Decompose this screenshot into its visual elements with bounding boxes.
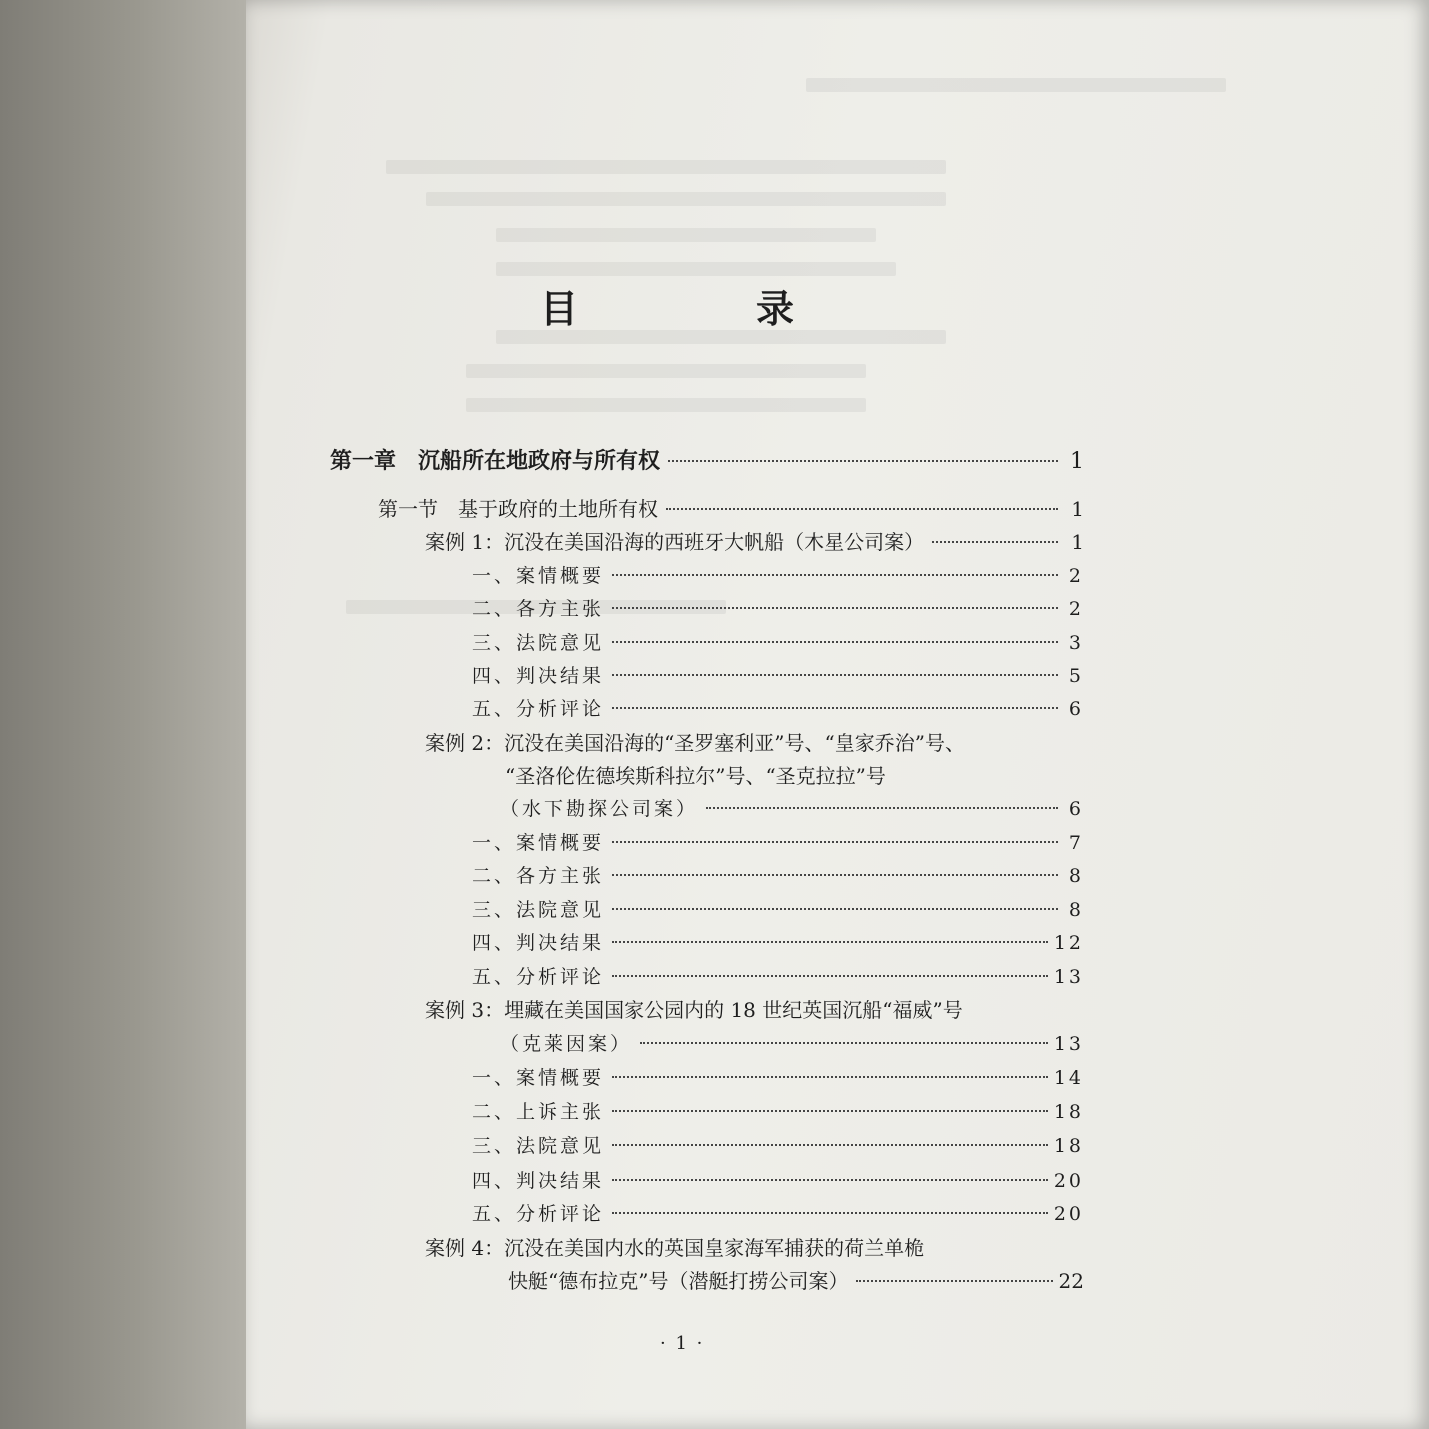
- toc-entry-sub[interactable]: [472, 561, 1084, 591]
- toc-entry-page: 1: [1071, 497, 1084, 521]
- toc-entry-page: 3: [1068, 632, 1084, 654]
- toc-entry-label: 五、分析评论: [472, 1203, 605, 1225]
- toc-entry-sub[interactable]: [472, 628, 1084, 658]
- leader-dots: [612, 1144, 1048, 1146]
- toc-entry-section-1[interactable]: [378, 494, 1084, 524]
- show-through-text: [496, 228, 876, 242]
- leader-dots: [640, 1042, 1048, 1044]
- leader-dots: [612, 641, 1058, 643]
- toc-entry-page: 13: [1053, 1033, 1084, 1055]
- toc-entry-page: 1: [1070, 449, 1084, 474]
- leader-dots: [612, 941, 1048, 943]
- toc-entry-label: 第一节 基于政府的土地所有权: [378, 497, 658, 521]
- toc-entry-page: 20: [1053, 1203, 1084, 1225]
- show-through-text: [496, 330, 946, 344]
- leader-dots: [612, 1212, 1048, 1214]
- show-through-text: [466, 364, 866, 378]
- leader-dots: [668, 460, 1058, 462]
- toc-entry-page: 8: [1068, 899, 1084, 921]
- toc-entry-page: 7: [1068, 832, 1084, 854]
- toc-entry-page: 12: [1053, 932, 1084, 954]
- toc-entry-label: 四、判决结果: [472, 665, 605, 687]
- toc-entry-case-3-continued[interactable]: [500, 1029, 1084, 1059]
- toc-entry-case-4-continued[interactable]: [508, 1266, 1084, 1296]
- toc-entry-sub[interactable]: [472, 661, 1084, 691]
- toc-entry-label: 案例 1：沉没在美国沿海的西班牙大帆船（木星公司案）: [425, 530, 925, 554]
- leader-dots: [612, 707, 1058, 709]
- toc-entry-label: 案例 3：埋藏在美国国家公园内的 18 世纪英国沉船“福威”号: [425, 998, 963, 1022]
- toc-entry-label: 一、案情概要: [472, 1067, 605, 1089]
- toc-entry-sub[interactable]: [472, 1097, 1084, 1127]
- leader-dots: [666, 508, 1058, 510]
- leader-dots: [706, 807, 1058, 809]
- toc-entry-label: 四、判决结果: [472, 932, 605, 954]
- toc-entry-sub[interactable]: [472, 895, 1084, 925]
- toc-entry-sub[interactable]: [472, 1063, 1084, 1093]
- toc-entry-case-2-continued[interactable]: [500, 794, 1084, 824]
- toc-entry-page: 2: [1068, 565, 1084, 587]
- toc-entry-page: 14: [1053, 1067, 1084, 1089]
- toc-entry-label: （水下勘探公司案）: [500, 798, 699, 820]
- toc-entry-sub[interactable]: [472, 694, 1084, 724]
- leader-dots: [932, 541, 1058, 543]
- toc-entry-label: 案例 2：沉没在美国沿海的“圣罗塞利亚”号、“皇家乔治”号、: [425, 731, 965, 755]
- leader-dots: [612, 874, 1058, 876]
- toc-entry-label: 一、案情概要: [472, 832, 605, 854]
- show-through-text: [386, 160, 946, 174]
- toc-entry-label: 二、各方主张: [472, 598, 605, 620]
- leader-dots: [612, 607, 1058, 609]
- toc-entry-label: 五、分析评论: [472, 698, 605, 720]
- toc-entry-label: 四、判决结果: [472, 1170, 605, 1192]
- toc-entry-page: 2: [1068, 598, 1084, 620]
- toc-entry-label: 二、上诉主张: [472, 1101, 605, 1123]
- toc-entry-sub[interactable]: [472, 828, 1084, 858]
- toc-entry-label: “圣洛伦佐德埃斯科拉尔”号、“圣克拉拉”号: [505, 764, 886, 788]
- leader-dots: [612, 1110, 1048, 1112]
- toc-entry-sub[interactable]: [472, 1131, 1084, 1161]
- toc-entry-sub[interactable]: [472, 1199, 1084, 1229]
- toc-entry-sub[interactable]: [472, 594, 1084, 624]
- toc-entry-page: 6: [1068, 698, 1084, 720]
- toc-entry-label: （克莱因案）: [500, 1033, 633, 1055]
- toc-entry-page: 22: [1058, 1269, 1084, 1293]
- toc-entry-case-4[interactable]: [425, 1233, 924, 1263]
- toc-entry-page: 18: [1053, 1101, 1084, 1123]
- leader-dots: [612, 841, 1058, 843]
- show-through-text: [496, 262, 896, 276]
- show-through-text: [806, 78, 1226, 92]
- leader-dots: [612, 574, 1058, 576]
- toc-entry-label: 第一章 沉船所在地政府与所有权: [330, 448, 661, 474]
- book-spine-shadow: [0, 0, 250, 1429]
- leader-dots: [612, 1179, 1048, 1181]
- toc-entry-sub[interactable]: [472, 962, 1084, 992]
- toc-entry-label: 三、法院意见: [472, 899, 605, 921]
- toc-entry-page: 6: [1068, 798, 1084, 820]
- leader-dots: [612, 674, 1058, 676]
- toc-entry-label: 三、法院意见: [472, 1135, 605, 1157]
- toc-entry-chapter-1[interactable]: [330, 446, 1084, 476]
- toc-entry-page: 18: [1053, 1135, 1084, 1157]
- toc-entry-label: 二、各方主张: [472, 865, 605, 887]
- toc-entry-page: 5: [1068, 665, 1084, 687]
- toc-entry-label: 一、案情概要: [472, 565, 605, 587]
- toc-entry-label: 快艇“德布拉克”号（潜艇打捞公司案）: [508, 1269, 849, 1293]
- leader-dots: [612, 1076, 1048, 1078]
- toc-entry-page: 13: [1053, 966, 1084, 988]
- leader-dots: [612, 908, 1058, 910]
- show-through-text: [426, 192, 946, 206]
- toc-entry-label: 案例 4：沉没在美国内水的英国皇家海军捕获的荷兰单桅: [425, 1236, 925, 1260]
- toc-entry-sub[interactable]: [472, 928, 1084, 958]
- toc-entry-case-3[interactable]: [425, 995, 963, 1025]
- show-through-text: [466, 398, 866, 412]
- page-number: · 1 ·: [660, 1333, 705, 1354]
- toc-entry-sub[interactable]: [472, 861, 1084, 891]
- toc-entry-label: 五、分析评论: [472, 966, 605, 988]
- leader-dots: [612, 975, 1048, 977]
- toc-entry-case-2-continued[interactable]: [505, 761, 886, 791]
- toc-title: 目 录: [540, 286, 865, 331]
- toc-entry-case-2[interactable]: [425, 728, 965, 758]
- toc-entry-page: 8: [1068, 865, 1084, 887]
- toc-entry-case-1[interactable]: [425, 527, 1084, 557]
- toc-entry-label: 三、法院意见: [472, 632, 605, 654]
- toc-entry-page: 20: [1053, 1170, 1084, 1192]
- toc-entry-page: 1: [1071, 530, 1084, 554]
- leader-dots: [856, 1280, 1052, 1282]
- toc-entry-sub[interactable]: [472, 1166, 1084, 1196]
